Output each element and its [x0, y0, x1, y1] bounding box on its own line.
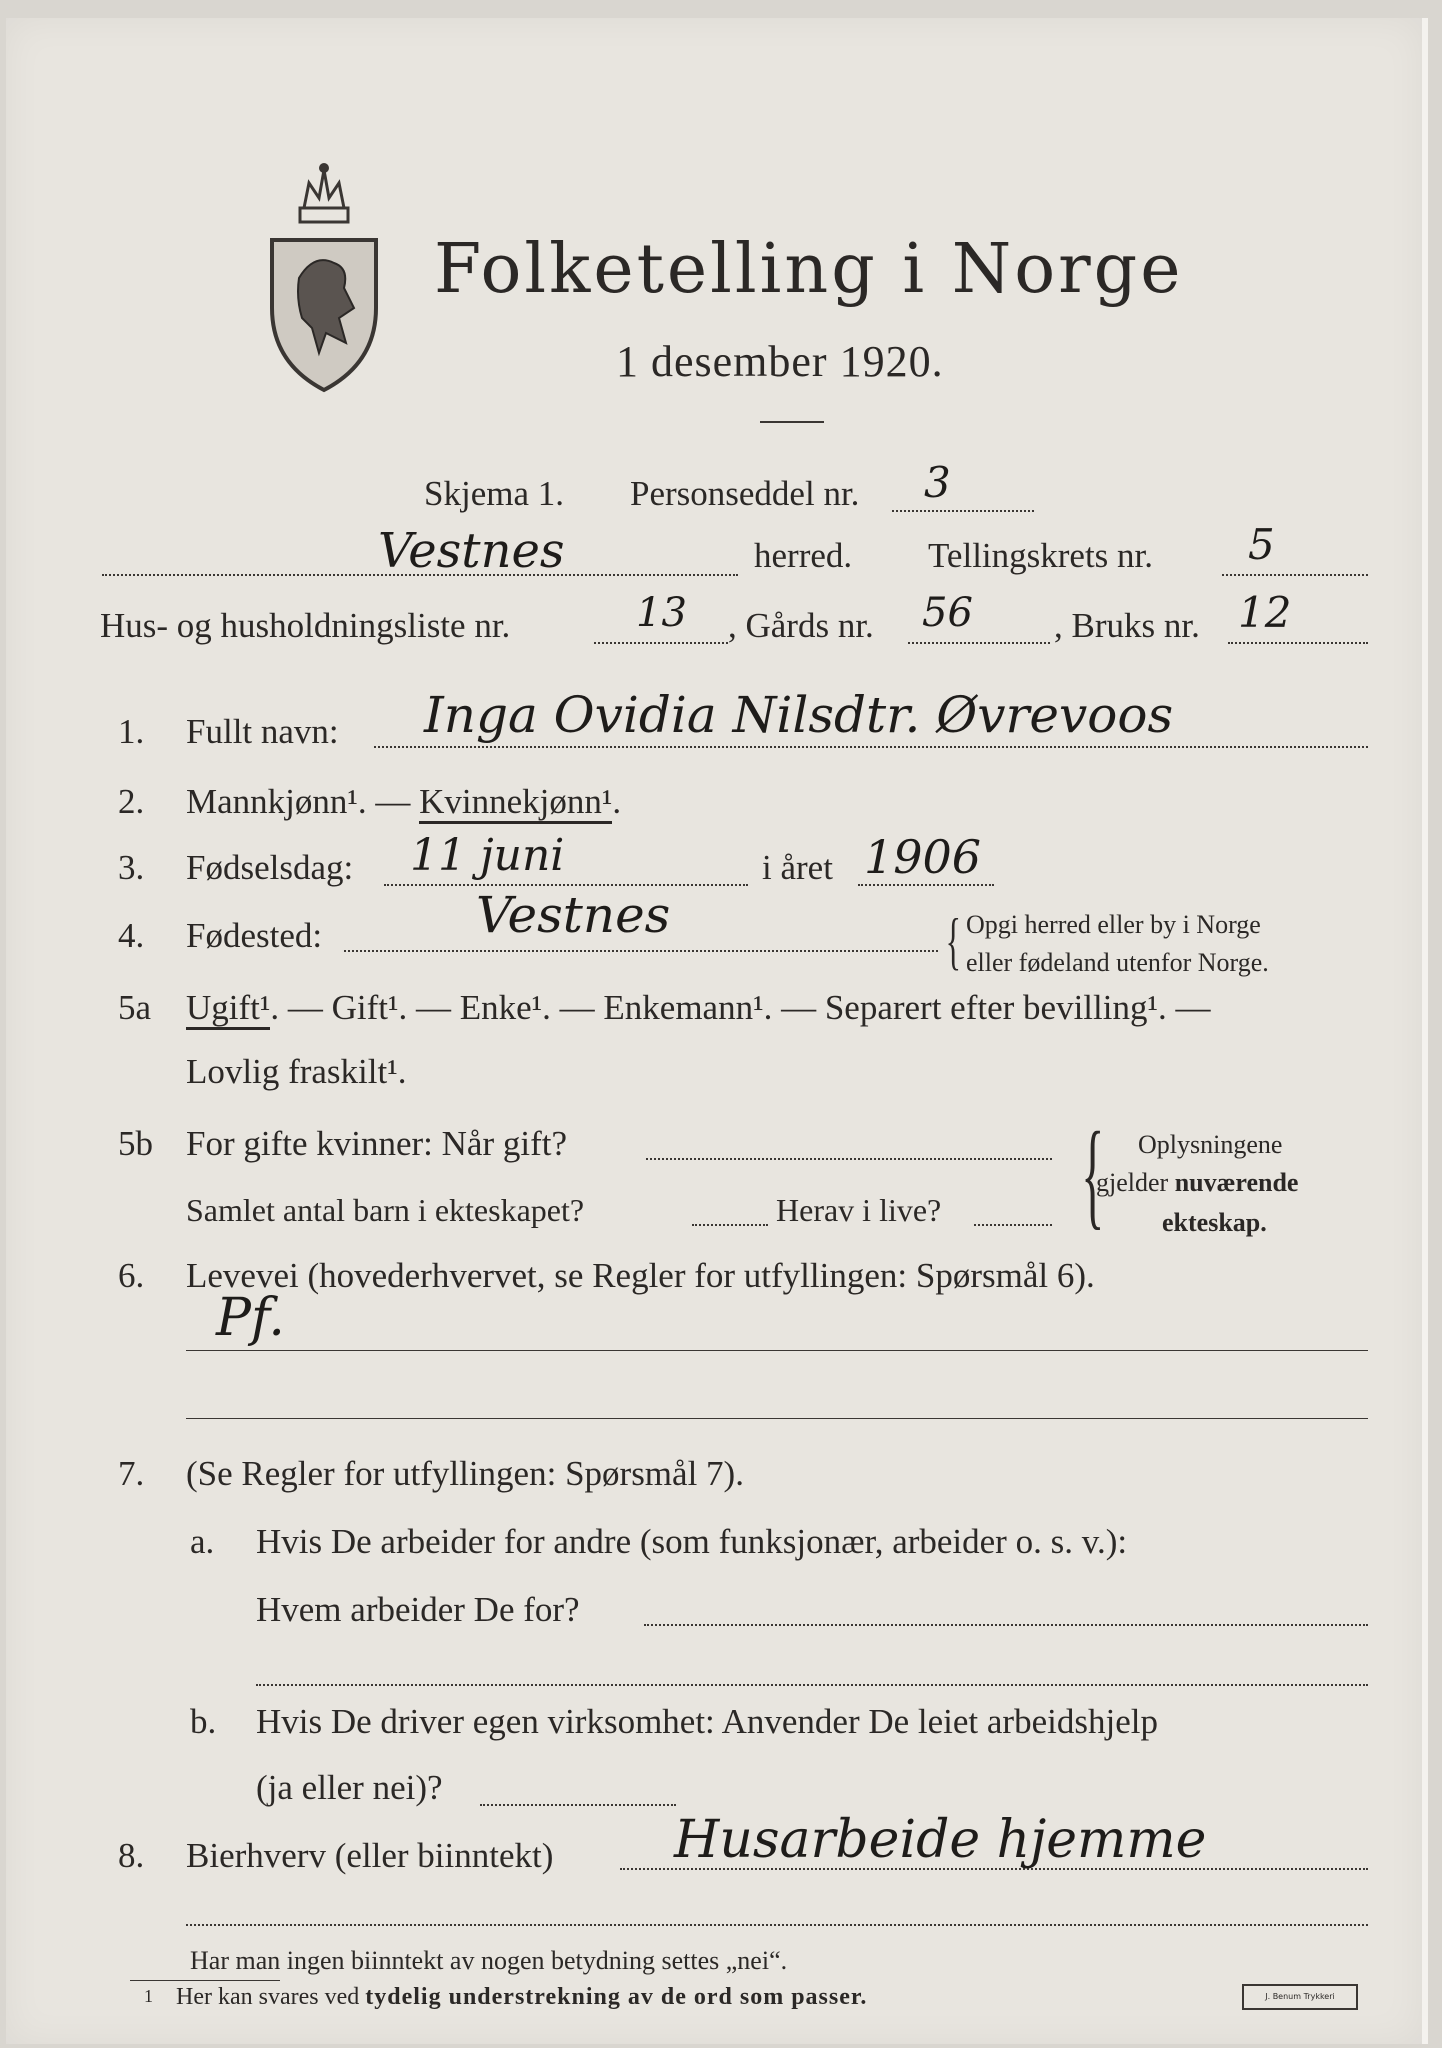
marriage-brace: { [1081, 1107, 1105, 1240]
bruks-label: , Bruks nr. [1054, 606, 1200, 645]
tellingskrets-label: Tellingskrets nr. [928, 536, 1154, 575]
q4-number: 4. [118, 916, 145, 955]
birth-year-label: i året [762, 848, 833, 887]
q7b-letter: b. [190, 1702, 217, 1741]
children-total-line [692, 1224, 768, 1226]
bruks-line [1228, 642, 1368, 644]
husholdningsliste-line [594, 642, 728, 644]
q5a-number: 5a [118, 988, 152, 1027]
employer-line [644, 1624, 1368, 1626]
birthday-label: Fødselsdag: [186, 848, 354, 887]
married-when-line [646, 1158, 1052, 1160]
birth-year-value[interactable]: 1906 [864, 830, 982, 884]
q8-number: 8. [118, 1836, 145, 1875]
occupation-line-1 [186, 1350, 1368, 1351]
q5b-number: 5b [118, 1124, 153, 1163]
printer-stamp: J. Benum Trykkeri [1242, 1984, 1358, 2010]
herred-label: herred. [754, 536, 853, 575]
children-alive-label: Herav i live? [776, 1192, 942, 1228]
marital-ugift-option[interactable]: Ugift¹ [186, 988, 270, 1030]
census-date: 1 desember 1920. [616, 337, 944, 386]
full-name-value[interactable]: Inga Ovidia Nilsdtr. Øvrevoos [424, 686, 1174, 744]
footnote-divider [130, 1980, 280, 1981]
q7-number: 7. [118, 1454, 145, 1493]
married-when-label: For gifte kvinner: Når gift? [186, 1124, 568, 1163]
q1-number: 1. [118, 712, 145, 751]
birthplace-note-1: Opgi herred eller by i Norge [966, 910, 1261, 939]
birthday-value[interactable]: 11 juni [410, 830, 565, 881]
marital-other-options[interactable]: . — Gift¹. — Enke¹. — Enkemann¹. — Separert efter bevilling¹. — [270, 988, 1211, 1027]
side-income-label: Bierhverv (eller biinntekt) [186, 1836, 554, 1875]
gards-label: , Gårds nr. [728, 606, 874, 645]
skjema-label: Skjema 1. [424, 474, 564, 513]
birthplace-line [344, 950, 938, 952]
footnote-text: Her kan svares ved tydelig understrekning av de ord som passer. [176, 1984, 868, 2010]
employer-line-2 [256, 1684, 1368, 1686]
side-income-line-2 [186, 1924, 1368, 1926]
marital-status-options [186, 988, 1210, 1028]
no-income-note: Har man ingen biinntekt av nogen betydning settes „nei“. [190, 1946, 788, 1975]
employer-label: Hvem arbeider De for? [256, 1590, 580, 1629]
form-title: Folketelling i Norge [434, 230, 1184, 309]
tellingskrets-value[interactable]: 5 [1248, 520, 1275, 569]
marriage-note-3: ekteskap. [1162, 1208, 1267, 1237]
herred-value[interactable]: Vestnes [378, 523, 565, 579]
footnote-mark: 1 [144, 1986, 153, 2006]
q2-number: 2. [118, 782, 145, 821]
q7b-question: Hvis De driver egen virksomhet: Anvender De leiet arbeidshjelp [256, 1702, 1158, 1741]
q7-label: (Se Regler for utfyllingen: Spørsmål 7). [186, 1454, 744, 1493]
q7a-letter: a. [190, 1522, 215, 1561]
occupation-label: Levevei (hovederhvervet, se Regler for utfyllingen: Spørsmål 6). [186, 1256, 1095, 1295]
personseddel-value[interactable]: 3 [924, 458, 951, 507]
tellingskrets-line [1222, 574, 1368, 576]
gender-options [186, 782, 621, 822]
hired-help-line [480, 1804, 676, 1806]
birthplace-note-2: eller fødeland utenfor Norge. [966, 948, 1269, 977]
children-alive-line [974, 1224, 1052, 1226]
marriage-note-2: gjelder nuværende [1096, 1168, 1299, 1197]
census-form [6, 18, 1428, 2044]
birthplace-value[interactable]: Vestnes [476, 886, 671, 944]
gender-male-option[interactable]: Mannkjønn¹. — [186, 782, 420, 821]
gender-female-option[interactable]: Kvinnekjønn¹ [419, 782, 612, 824]
gards-line [908, 642, 1050, 644]
marital-lovlig-fraskilt[interactable]: Lovlig fraskilt¹. [186, 1052, 407, 1091]
full-name-label: Fullt navn: [186, 712, 339, 751]
bruks-value[interactable]: 12 [1238, 588, 1292, 637]
occupation-value[interactable]: Pf. [216, 1288, 285, 1348]
gender-period: . [612, 782, 622, 821]
birthplace-label: Fødested: [186, 916, 323, 955]
birth-year-line [858, 884, 994, 886]
marriage-note-1: Oplysningene [1138, 1130, 1283, 1159]
husholdningsliste-label: Hus- og husholdningsliste nr. [100, 606, 511, 645]
hired-help-label: (ja eller nei)? [256, 1768, 443, 1807]
husholdningsliste-value[interactable]: 13 [636, 590, 687, 636]
q6-number: 6. [118, 1256, 145, 1295]
personseddel-label: Personseddel nr. [630, 474, 860, 513]
q3-number: 3. [118, 848, 145, 887]
full-name-line [374, 746, 1368, 748]
q7a-question: Hvis De arbeider for andre (som funksjonær, arbeider o. s. v.): [256, 1522, 1128, 1561]
gards-value[interactable]: 56 [922, 590, 973, 636]
occupation-line-2 [186, 1418, 1368, 1419]
children-total-label: Samlet antal barn i ekteskapet? [186, 1192, 585, 1228]
personseddel-line [892, 510, 1034, 512]
norway-coat-of-arms-icon [264, 158, 384, 403]
birthplace-brace: { [945, 905, 962, 976]
side-income-value[interactable]: Husarbeide hjemme [674, 1810, 1207, 1870]
title-divider [760, 421, 824, 423]
